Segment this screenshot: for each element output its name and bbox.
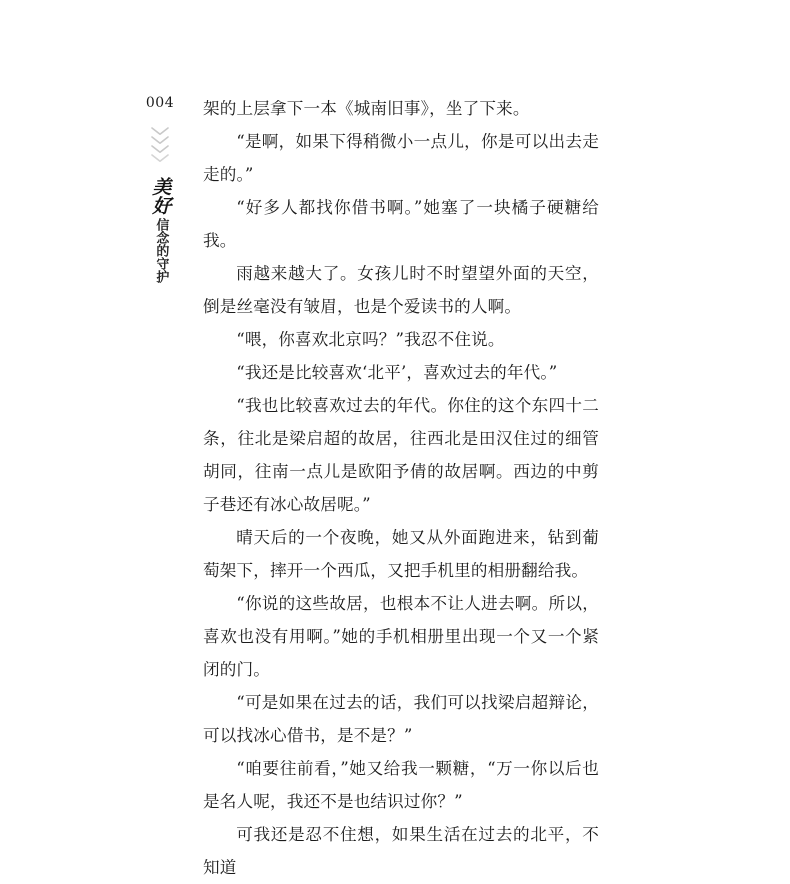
- body-paragraph: “我也比较喜欢过去的年代。你住的这个东四十二条，往北是梁启超的故居，往西北是田汉住过的细管胡同，往南一点儿是欧阳予倩的故居啊。西边的中剪子巷还有冰心故居呢。”: [203, 396, 599, 514]
- chevron-ornament: [151, 127, 169, 163]
- body-paragraph: 雨越来越大了。女孩儿时不时望望外面的天空，倒是丝毫没有皱眉，也是个爱读书的人啊。: [203, 264, 599, 316]
- chevron-down-icon: [151, 127, 169, 136]
- body-paragraph: 可我还是忍不住想，如果生活在过去的北平，不知道: [203, 825, 599, 877]
- body-paragraph: “你说的这些故居，也根本不让人进去啊。所以，喜欢也没有用啊。”她的手机相册里出现一个又一个紧闭的门。: [203, 594, 599, 679]
- body-paragraph: “咱要往前看，”她又给我一颗糖，“万一你以后也是名人呢，我还不是也结识过你？”: [203, 759, 599, 811]
- body-paragraph: “好多人都找你借书啊。”她塞了一块橘子硬糖给我。: [203, 198, 599, 250]
- running-title-sub: 信念的守护: [153, 218, 169, 283]
- chevron-down-icon: [151, 145, 169, 154]
- body-paragraph: “我还是比较喜欢‘北平’，喜欢过去的年代。”: [236, 363, 558, 382]
- body-paragraph: 架的上层拿下一本《城南旧事》，坐了下来。: [203, 99, 530, 118]
- page-number: 004: [145, 95, 175, 111]
- chevron-down-icon: [151, 136, 169, 145]
- body-text-column: [203, 92, 599, 884]
- body-paragraph: “喂，你喜欢北京吗？”我忍不住说。: [236, 330, 505, 349]
- body-paragraph: 晴天后的一个夜晚，她又从外面跑进来，钻到葡萄架下，摔开一个西瓜，又把手机里的相册翻给我。: [203, 528, 599, 580]
- chevron-down-icon: [151, 154, 169, 163]
- body-paragraph: “是啊，如果下得稍微小一点儿，你是可以出去走走的。”: [203, 132, 599, 184]
- running-title-main: 美好: [149, 177, 172, 215]
- running-title: [149, 177, 171, 283]
- body-paragraph: “可是如果在过去的话，我们可以找梁启超辩论，可以找冰心借书，是不是？”: [203, 693, 599, 745]
- page-margin-sidebar: [132, 96, 188, 283]
